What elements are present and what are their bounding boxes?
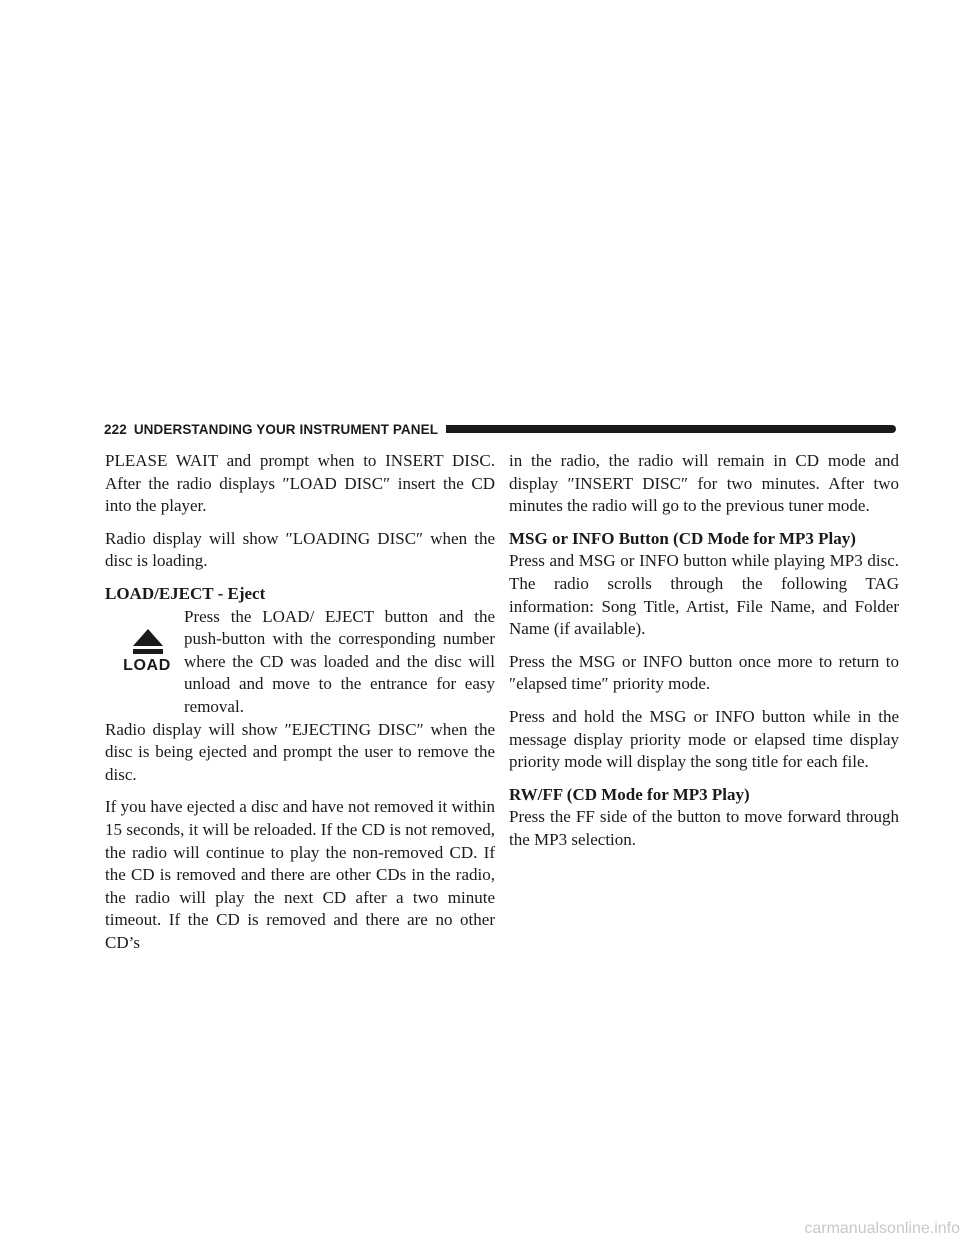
paragraph: Press and hold the MSG or INFO button while in the message display priority mode or elapsed time display priority mode will display the song title for each file. (509, 706, 899, 772)
section-heading-msg-info: MSG or INFO Button (CD Mode for MP3 Play) (509, 528, 856, 548)
paragraph: Press the MSG or INFO button once more to return to ″elapsed time″ priority mode. (509, 651, 899, 694)
header-rule (446, 425, 896, 433)
right-column (509, 450, 899, 862)
section-title: UNDERSTANDING YOUR INSTRUMENT PANEL (133, 421, 439, 437)
eject-icon (105, 606, 181, 698)
paragraph: Radio display will show ″LOADING DISC″ when the disc is loading. (105, 528, 495, 571)
paragraph: Press and MSG or INFO button while playing MP3 disc. The radio scrolls through the following TAG information: Song Title, Artist, File Name, and Folder Name (if available). (509, 551, 899, 639)
paragraph: Press the FF side of the button to move forward through the MP3 selection. (509, 807, 899, 849)
section-heading-load-eject: LOAD/EJECT - Eject (105, 583, 266, 603)
section-heading-rw-ff: RW/FF (CD Mode for MP3 Play) (509, 784, 750, 804)
page-number: 222 (104, 421, 127, 437)
left-column (105, 450, 495, 964)
paragraph: If you have ejected a disc and have not removed it within 15 seconds, it will be reloaded. If the CD is not removed, the radio will continue to play the non-removed CD. If the CD is removed and there are other CDs in the radio, the radio will play the next CD after a two minute timeout. If the CD is removed and there are no other CD’s (105, 797, 495, 952)
page-header (104, 419, 896, 439)
paragraph: Press the LOAD/ EJECT button and the push-button with the corresponding number where the CD was loaded and the disc will unload and move to the entrance for easy removal. (184, 606, 495, 716)
load-label: LOAD (123, 656, 171, 674)
paragraph: Radio display will show ″EJECTING DISC″ when the disc is being ejected and prompt the user to remove the disc. (105, 719, 495, 784)
watermark: carmanualsonline.info (804, 1220, 960, 1237)
paragraph: PLEASE WAIT and prompt when to INSERT DISC. After the radio displays ″LOAD DISC″ insert the CD into the player. (105, 451, 495, 516)
eject-block (105, 606, 495, 719)
paragraph: in the radio, the radio will remain in CD mode and display ″INSERT DISC″ for two minutes. After two minutes the radio will go to the previous tuner mode. (509, 451, 899, 516)
